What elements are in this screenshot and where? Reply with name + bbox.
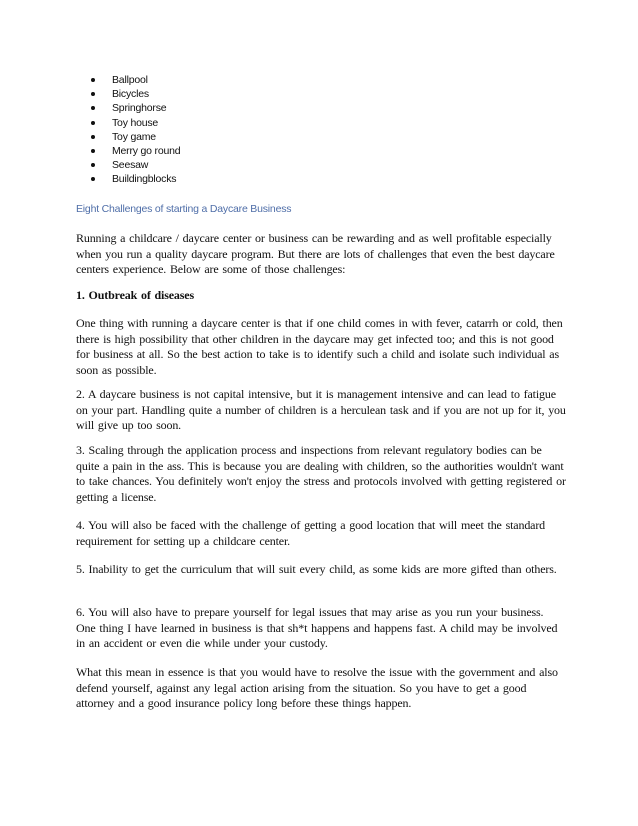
challenge-6-paragraph: 6. You will also have to prepare yourself for legal issues that may arise as you run your business. One thing I have learned in business is that sh*t happens and happens fast. A child may be involved in an accident or even die while under your custody.	[76, 605, 558, 650]
bullet-icon	[91, 92, 95, 96]
list-item	[87, 73, 180, 87]
challenge-2-paragraph: 2. A daycare business is not capital intensive, but it is management intensive and can lead to fatigue on your part. Handling quite a number of children is a herculean task and if you are not up for it, you will give up too soon.	[76, 387, 566, 432]
challenge-3-paragraph: 3. Scaling through the application process and inspections from relevant regulatory bodies can be quite a pain in the ass. This is because you are dealing with children, so the authorities wouldn't want to take chances. You definitely won't enjoy the stress and protocols involved with getting registered or getting a license.	[76, 443, 566, 504]
list-item-label: Toy game	[112, 130, 156, 143]
list-item	[87, 130, 180, 144]
list-item	[87, 116, 180, 130]
list-item-label: Ballpool	[112, 74, 148, 86]
list-item	[87, 158, 180, 172]
challenge-1-heading: 1. Outbreak of diseases	[76, 288, 195, 302]
bullet-icon	[91, 149, 95, 153]
bullet-icon	[91, 163, 95, 167]
list-item-label: Buildingblocks	[112, 173, 177, 186]
bullet-icon	[91, 177, 95, 181]
challenge-4-paragraph: 4. You will also be faced with the challenge of getting a good location that will meet the standard requirement for setting up a childcare center.	[76, 518, 546, 548]
list-item-label: Seesaw	[112, 159, 149, 172]
list-item-label: Toy house	[112, 116, 159, 129]
challenge-1-paragraph: One thing with running a daycare center is that if one child comes in with fever, catarrh or cold, then there is high possibility that other children in the daycare may get infected too; and this is not good for business at all. So the best action to take is to identify such a child and isolate such individual as soon as possible.	[76, 316, 563, 377]
bullet-icon	[91, 78, 95, 82]
list-item-label: Merry go round	[112, 145, 181, 158]
bullet-list	[87, 73, 180, 187]
list-item	[87, 144, 180, 158]
challenge-5-paragraph: 5. Inability to get the curriculum that will suit every child, as some kids are more gifted than others.	[76, 562, 557, 576]
list-item	[87, 172, 180, 186]
bullet-icon	[91, 121, 95, 125]
list-item	[87, 87, 180, 101]
section-heading: Eight Challenges of starting a Daycare Business	[76, 203, 292, 215]
list-item	[87, 101, 180, 115]
bullet-icon	[91, 106, 95, 110]
list-item-label: Springhorse	[112, 102, 167, 115]
closing-paragraph: What this mean in essence is that you would have to resolve the issue with the government and also defend yourself, against any legal action arising from the situation. So you have to get a good attorney and a good insurance policy long before these things happen.	[76, 665, 558, 710]
bullet-icon	[91, 135, 95, 139]
list-item-label: Bicycles	[112, 88, 149, 101]
intro-paragraph: Running a childcare / daycare center or business can be rewarding and as well profitable especially when you run a quality daycare program. But there are lots of challenges that even the best daycare centers experience. Below are some of those challenges:	[76, 231, 555, 276]
